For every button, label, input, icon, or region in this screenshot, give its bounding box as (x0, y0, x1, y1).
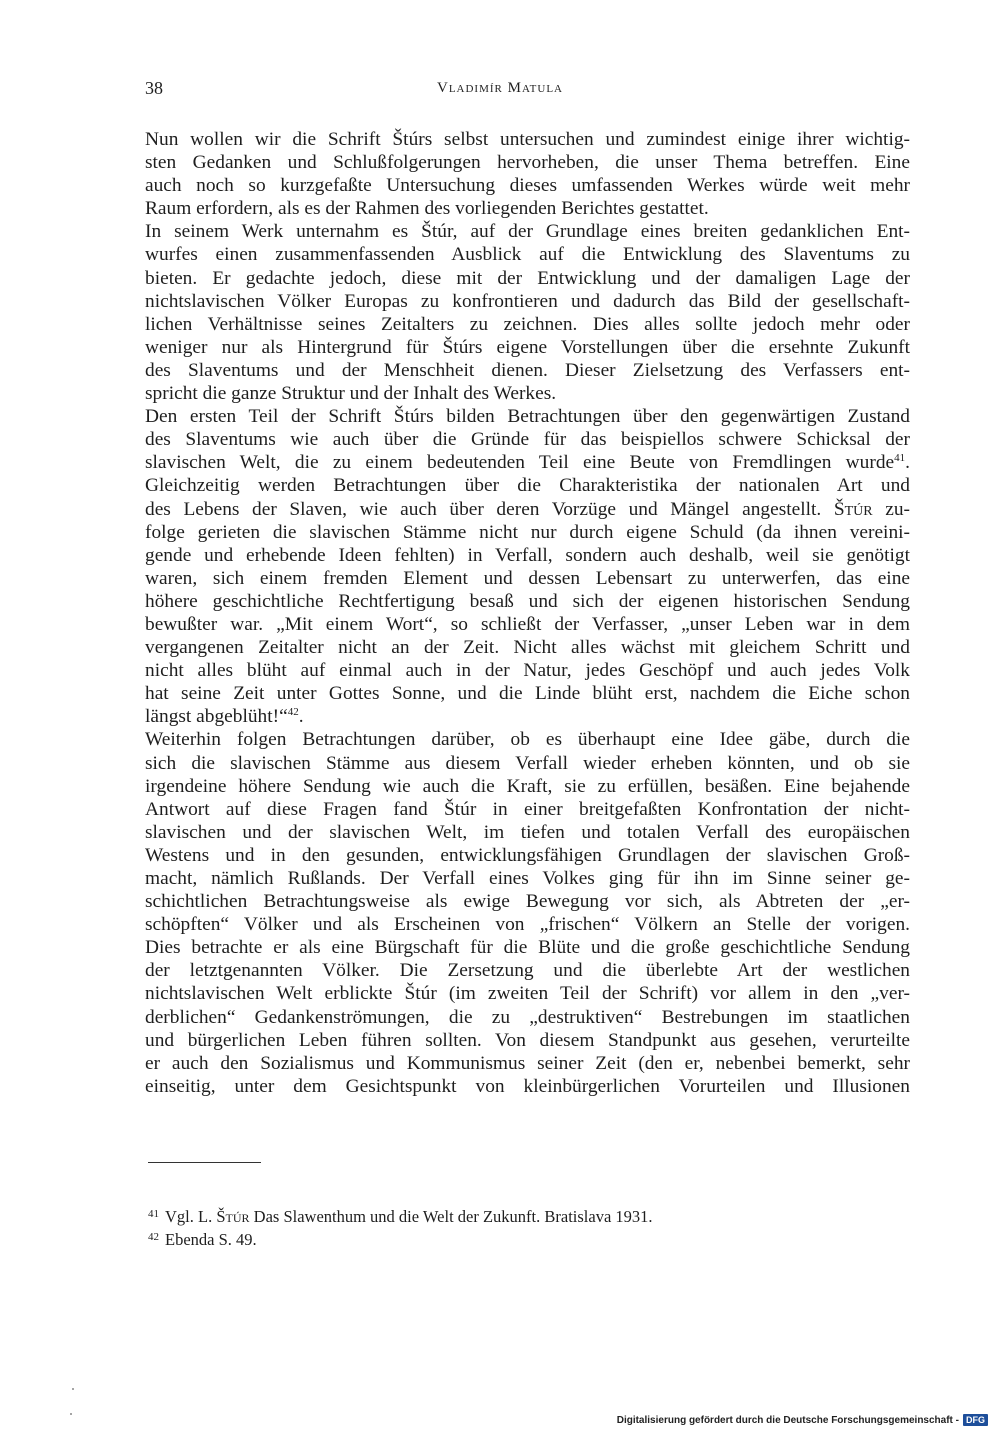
dfg-credit[interactable] (617, 1414, 988, 1426)
text-line: irgendeine höhere Sendung wie auch die Kraft, sie zu erfüllen, besäßen. Eine bejahende (145, 775, 910, 797)
text-line: wurfes einen zusammenfassenden Ausblick auf die Entwicklung des Slaventums zu (145, 244, 910, 266)
text-line: bieten. Er gedachte jedoch, diese mit der Entwicklung und der damaligen Lage der (145, 267, 910, 289)
text-line: gende und erhebende Ideen fehlten) in Verfall, sondern auch deshalb, weil sie genötigt (145, 544, 910, 566)
text-line (145, 451, 910, 474)
text-line: auch noch so kurzgefaßte Untersuchung dieses umfassenden Werkes würde weit mehr (145, 175, 910, 197)
paragraph-3 (145, 405, 910, 728)
paragraph-2 (145, 220, 910, 405)
footnote-number: 42 (148, 1231, 159, 1243)
text-line: und bürgerlichen Leben führen sollten. Von diesem Standpunkt aus gesehen, verurteilte (145, 1029, 910, 1051)
text-segment: des Lebens der Slaven, wie auch über deren Vorzüge und Mängel angestellt. (145, 498, 822, 520)
text-line: hat seine Zeit unter Gottes Sonne, und die Linde blüht erst, nachdem die Eiche schon (145, 683, 910, 705)
text-segment: . (298, 706, 304, 728)
text-line: einseitig, unter dem Gesichtspunkt von kleinbürgerlichen Vorurteilen und Illusionen (145, 1075, 910, 1097)
footnote-42 (148, 1227, 908, 1250)
text-segment: . (905, 452, 910, 474)
text-line: nicht alles blüht auf einmal auch in der Natur, jedes Geschöpf und auch jedes Volk (145, 660, 910, 682)
text-line: Antwort auf diese Fragen fand Štúr in einer breitgefaßten Konfrontation der nicht- (145, 798, 910, 820)
footnote-text: Ebenda S. 49. (165, 1230, 257, 1249)
text-segment: slavischen Welt, die zu einem bedeutenden Teil eine Beute von Fremdlingen wurde (145, 452, 895, 474)
footnote-ref[interactable]: 41 (894, 452, 906, 465)
text-line: sten Gedanken und Schlußfolgerungen hervorheben, die unser Thema betreffen. Eine (145, 152, 910, 174)
text-line: vergangenen Zeitalter nicht an der Zeit. Nicht alles wächst mit gleichem Schritt und (145, 637, 910, 659)
text-line: des Slaventums wie auch über die Gründe für das beispiellos schwere Schicksal der (145, 429, 910, 451)
text-line (145, 705, 910, 728)
text-line: sich die slavischen Stämme aus diesem Verfall wieder erheben könnten, und ob sie (145, 752, 910, 774)
footnote-ref[interactable]: 42 (287, 706, 299, 719)
paragraph-4 (145, 728, 910, 1098)
text-line: Weiterhin folgen Betrachtungen darüber, ob es überhaupt eine Idee gäbe, durch die (145, 729, 910, 751)
scan-speck (72, 1388, 74, 1390)
text-line: spricht die ganze Struktur und der Inhalt des Werkes. (145, 383, 557, 405)
text-line: folge gerieten die slavischen Stämme nicht nur durch eigene Schuld (da ihnen vereini- (145, 521, 910, 543)
text-line: Nun wollen wir die Schrift Štúrs selbst untersuchen und zumindest einige ihrer wichtig- (145, 129, 910, 150)
running-head: Vladimír Matula (436, 80, 564, 96)
text-line: waren, sich einem fremden Element und dessen Lebensart zu unterwerfen, das eine (145, 567, 910, 589)
footnote-text: Vgl. L. (165, 1207, 217, 1226)
page-number: 38 (145, 78, 163, 98)
text-line: In seinem Werk unternahm es Štúr, auf der Grundlage eines breiten gedanklichen Ent- (145, 221, 910, 243)
text-line: bewußter war. „Mit einem Wort“, so schließt der Verfasser, „unser Leben war in dem (145, 613, 910, 635)
text-line: schöpften“ Völker und als Erscheinen von „frischen“ Völkern an Stelle der vorigen. (145, 914, 910, 936)
footnote-number: 41 (148, 1208, 159, 1220)
text-line: weniger nur als Hintergrund für Štúrs eigene Vorstellungen über die ersehnte Zukunft (145, 336, 910, 358)
text-line: nichtslavischen Völker Europas zu konfrontieren und dadurch das Bild der gesellschaft- (145, 290, 910, 312)
text-line: Raum erfordern, als es der Rahmen des vorliegenden Berichtes gestattet. (145, 198, 709, 220)
paragraph-1 (145, 128, 910, 220)
text-line: schichtlichen Betrachtungsweise als ewige Bewegung vor sich, als Abtreten der „er- (145, 891, 910, 913)
text-segment: zu- (872, 498, 910, 520)
text-line: macht, nämlich Rußlands. Der Verfall eines Volkes ging für ihn im Sinne seiner ge- (145, 868, 910, 889)
author-name: Štúr (833, 498, 873, 520)
text-line: der letztgenannten Völker. Die Zersetzung und die überlebte Art der westlichen (145, 960, 910, 982)
dfg-logo-icon: DFG (963, 1414, 988, 1426)
text-line: slavischen und der slavischen Welt, im tiefen und totalen Verfall des europäischen (145, 821, 910, 843)
text-line: höhere geschichtliche Rechtfertigung besaß und sich der eigenen historischen Sendung (145, 590, 910, 612)
credit-text: Digitalisierung gefördert durch die Deutsche Forschungsgemeinschaft - (616, 1414, 959, 1426)
text-line: nichtslavischen Welt erblickte Štúr (im zweiten Teil der Schrift) vor allem in den „ver- (145, 983, 910, 1005)
text-line: lichen Verhältnisse seines Zeitalters zu zeichnen. Dies alles sollte jedoch mehr oder (145, 313, 910, 335)
author-name: Štúr (216, 1207, 250, 1226)
text-line: Westens und in den gesunden, entwicklungsfähigen Grundlagen der slavischen Groß- (145, 844, 910, 866)
text-line: derblichen“ Gedankenströmungen, die zu „destruktiven“ Bestrebungen im staatlichen (145, 1006, 910, 1028)
scan-speck (70, 1413, 72, 1415)
text-segment: längst abgeblüht!“ (145, 706, 288, 728)
footnotes (148, 1204, 908, 1250)
text-line: er auch den Sozialismus und Kommunismus seiner Zeit (den er, nebenbei bemerkt, sehr (145, 1052, 910, 1074)
text-line: Dies betrachte er als eine Bürgschaft für die Blüte und die große geschichtliche Sendung (145, 937, 910, 959)
text-line: Den ersten Teil der Schrift Štúrs bilden Betrachtungen über den gegenwärtigen Zustand (145, 406, 910, 428)
footnote-rule (148, 1162, 261, 1163)
text-line: des Slaventums und der Menschheit dienen. Dieser Zielsetzung des Verfassers ent- (145, 359, 910, 381)
text-line (145, 498, 910, 521)
footnote-text: Das Slawenthum und die Welt der Zukunft. Bratislava 1931. (249, 1207, 653, 1226)
footnote-41 (148, 1204, 908, 1227)
body-text (145, 128, 910, 1098)
text-line: Gleichzeitig werden Betrachtungen über die Charakteristika der nationalen Art und (145, 475, 910, 497)
